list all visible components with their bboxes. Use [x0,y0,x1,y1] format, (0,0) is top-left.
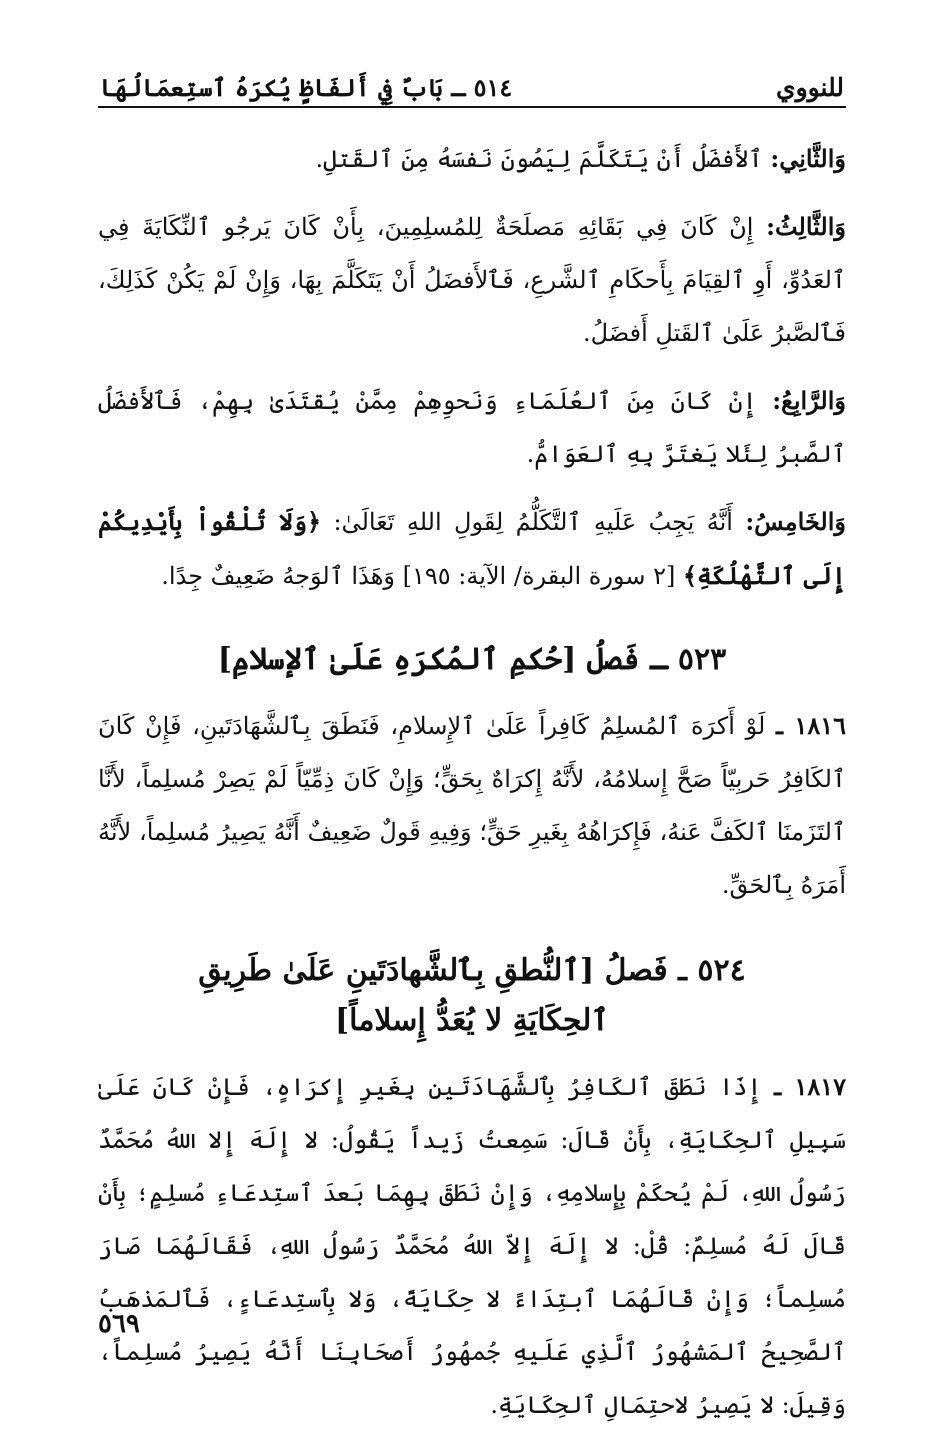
section-heading: ٥٢٣ ـ فَصلُ [حُكمِ ٱلمُكرَهِ عَلَىٰ ٱلإسلامِ] [217,642,727,677]
running-header [98,58,846,108]
header-chapter-title: ٥١٤ ـ بَابٌ فِي أَلفَاظٍ يُكرَهُ ٱستِعمَالُهَا [100,73,513,102]
opinion-lead: وَالثَّانِي: [770,144,846,173]
quran-quote: ﴿وَلَا تُلْقُواْ بِأَيْدِيكُمْ إِلَى ٱلتَّهْلُكَةِ﴾ [98,507,846,590]
opinion-paragraph [98,132,846,186]
issue-text: إِذَا نَطَقَ ٱلكَافِرُ بِٱلشَّهَادَتَينِ بِغَيرِ إِكرَاهٍ، فَإِنْ كَانَ عَلَىٰ سَبِيلِ ٱلحِكَايَةِ، بِأَنْ قَالَ: سَمِعتُ زَيداً يَقُولُ: لا إِلَهَ إِلا اللهُ مُحَمَّدٌ رَسُولُ اللهِ، لَمْ يُحكَمْ بِإِسلامِهِ، وَإِنْ نَطَقَ بِهِمَا بَعدَ ٱستِدعَاءِ مُسلِمٍ؛ بِأَنْ قَالَ لَهُ مُسلِمٌ: قُلْ: لا إِلَهَ إِلاّ اللهُ مُحَمَّدٌ رَسُولُ اللهِ، فَقَالَهُمَا صَارَ مُسلِماً؛ وَإِنْ قَالَهُمَا ٱبتِدَاءً لا حِكَايَةً، وَلا بِٱستِدعَاءٍ، فَٱلمَذهَبُ ٱلصَّحِيحُ ٱلمَشهُورُ ٱلَّذِي عَلَيهِ جُمهُورُ أَصحَابِنَا أَنَّهُ يَصِيرُ مُسلِماً، وَقِيلَ: لا يَصِيرُ لاحتِمَالِ ٱلحِكَايَةِ. [98,1073,846,1419]
opinion-paragraph [98,200,846,360]
header-author: للنووي [776,73,844,102]
opinion-lead: وَالثَّالِثُ: [766,212,846,241]
opinion-text: [٢ سورة البقرة/ الآية: ١٩٥] وَهَذَا ٱلوَجهُ ضَعِيفٌ جِدًا. [161,562,683,590]
opinion-lead: وَالرَّابِعُ: [772,386,846,415]
page-number: ٥٦٩ [98,1309,140,1339]
section-heading [98,946,846,1046]
opinion-paragraph [98,374,846,481]
issue-number: ١٨١٦ ـ [775,711,846,740]
issue-number: ١٨١٧ ـ [774,1072,846,1101]
section-heading-line: ٥٢٤ ـ فَصلُ [ٱلنُّطقِ بِٱلشَّهادَتَينِ عَلَىٰ طَرِيقِ [198,953,746,988]
book-page [98,58,846,1419]
issue-text: لَوْ أَكرَهَ ٱلمُسلِمُ كَافِراً عَلَىٰ ٱلإِسلامِ، فَنَطَقَ بِٱلشَّهَادَتَينِ، فَإِنْ كَانَ ٱلكَافِرُ حَربِيّاً صَحَّ إِسلامُهُ، لأَنَّهُ إِكرَاهٌ بِحَقٍّ؛ وَإِنْ كَانَ ذِمِّيّاً لَمْ يَصِرْ مُسلِماً، لأَنَّا ٱلتَزَمنَا ٱلكَفَّ عَنهُ، فَإِكرَاهُهُ بِغَيرِ حَقٍّ؛ وَفِيهِ قَولٌ ضَعِيفٌ أَنَّهُ يَصِيرُ مُسلِماً، لأَنَّهُ أَمَرَهُ بِٱلحَقِّ. [98,712,846,899]
issue-paragraph [98,1060,846,1432]
issue-paragraph [98,699,846,912]
opinion-text: أَنَّهُ يَجِبُ عَلَيهِ ٱلتَّكَلُّمُ لِقَولِ اللهِ تَعَالَىٰ: [321,508,746,536]
opinion-text: إِنْ كَانَ فِي بَقَائِهِ مَصلَحَةٌ لِلمُسلِمِينَ، بِأَنْ كَانَ يَرجُو ٱلنِّكَايَةَ فِي ٱلعَدُوِّ، أَوِ ٱلقِيَامَ بِأَحكَامِ ٱلشَّرعِ، فَٱلأَفضَلُ أَنْ يَتَكَلَّمَ بِهَا، وَإِنْ لَمْ يَكُنْ كَذَلِكَ، فَٱلصَّبرُ عَلَىٰ ٱلقَتلِ أَفضَلُ. [98,213,846,347]
opinion-paragraph [98,495,846,603]
opinion-text: إِنْ كَانَ مِنَ ٱلعُلَمَاءِ وَنَحوِهِمْ مِمَّنْ يُقتَدَىٰ بِهِمْ، فَٱلأَفضَلُ ٱلصَّبرُ لِئَلا يَغتَرَّ بِهِ ٱلعَوَامُّ. [98,387,846,468]
opinion-lead: وَالخَامِسُ: [745,507,846,536]
body-text [98,132,846,1432]
opinion-text: ٱلأَفضَلُ أَنْ يَتَكَلَّمَ لِيَصُونَ نَفسَهُ مِنَ ٱلقَتلِ. [315,145,771,173]
section-heading-line: ٱلحِكَايَةِ لا يُعَدُّ إِسلاماً] [334,1003,609,1038]
